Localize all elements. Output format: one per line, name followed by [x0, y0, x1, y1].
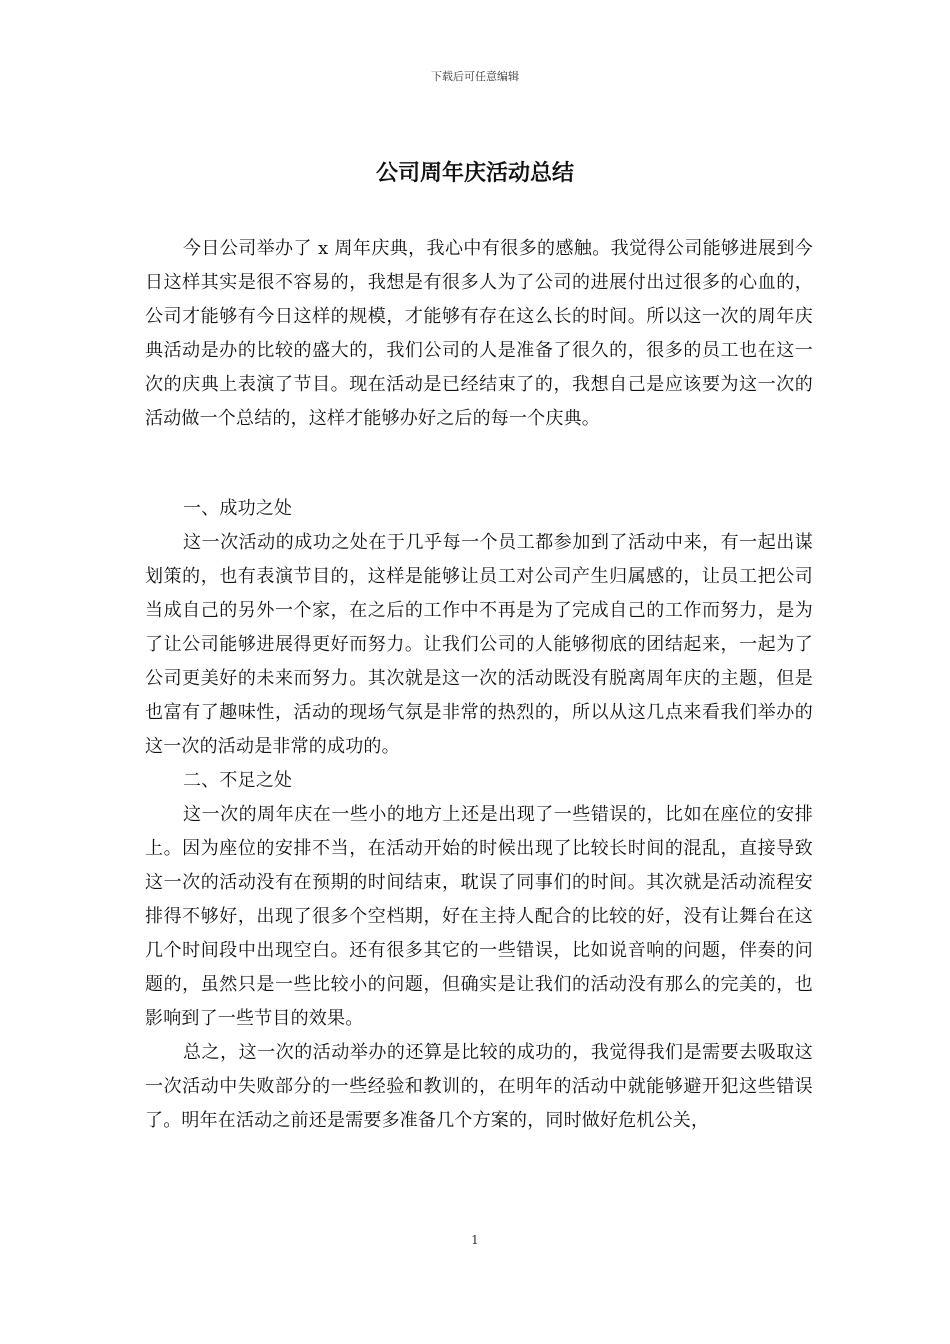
- header-note: 下载后可任意编辑: [431, 70, 519, 83]
- sections-block: [145, 492, 813, 1138]
- section1-heading: 一、成功之处: [183, 498, 293, 519]
- section1-paragraph: 这一次活动的成功之处在于几乎每一个员工都参加到了活动中来，有一起出谋划策的，也有表演节目的，这样是能够让员工对公司产生归属感的，让员工把公司当成自己的另外一个家，在之后的工作中不再是为了完成自己的工作而努力，是为了让公司能够进展得更好而努力。让我们公司的人能够彻底的团结起来，一起为了公司更美好的未来而努力。其次就是这一次的活动既没有脱离周年庆的主题，但是也富有了趣味性，活动的现场气氛是非常的热烈的，所以从这几点来看我们举办的这一次的活动是非常的成功的。: [145, 532, 813, 757]
- section2-heading: 二、不足之处: [183, 770, 293, 791]
- conclusion-paragraph: 总之，这一次的活动举办的还算是比较的成功的，我觉得我们是需要去吸取这一次活动中失败部分的一些经验和教训的，在明年的活动中就能够避开犯这些错误了。明年在活动之前还是需要多准备几个方案的，同时做好危机公关，: [145, 1042, 813, 1131]
- intro-paragraph: 今日公司举办了 x 周年庆典，我心中有很多的感触。我觉得公司能够进展到今日这样其实是很不容易的，我想是有很多人为了公司的进展付出过很多的心血的，公司才能够有今日这样的规模，才能够有存在这么长的时间。所以这一次的周年庆典活动是办的比较的盛大的，我们公司的人是准备了很久的，很多的员工也在这一次的庆典上表演了节目。现在活动是已经结束了的，我想自己是应该要为这一次的活动做一个总结的，这样才能够办好之后的每一个庆典。: [145, 238, 813, 429]
- document-title: 公司周年庆活动总结: [375, 161, 574, 186]
- intro-block: [145, 232, 813, 436]
- section2-paragraph: 这一次的周年庆在一些小的地方上还是出现了一些错误的，比如在座位的安排上。因为座位的安排不当，在活动开始的时候出现了比较长时间的混乱，直接导致这一次的活动没有在预期的时间结束，耽误了同事们的时间。其次就是活动流程安排得不够好，出现了很多个空档期，好在主持人配合的比较的好，没有让舞台在这几个时间段中出现空白。还有很多其它的一些错误，比如说音响的问题，伴奏的问题的，虽然只是一些比较小的问题，但确实是让我们的活动没有那么的完美的，也影响到了一些节目的效果。: [145, 804, 813, 1029]
- page-number: 1: [471, 1233, 479, 1247]
